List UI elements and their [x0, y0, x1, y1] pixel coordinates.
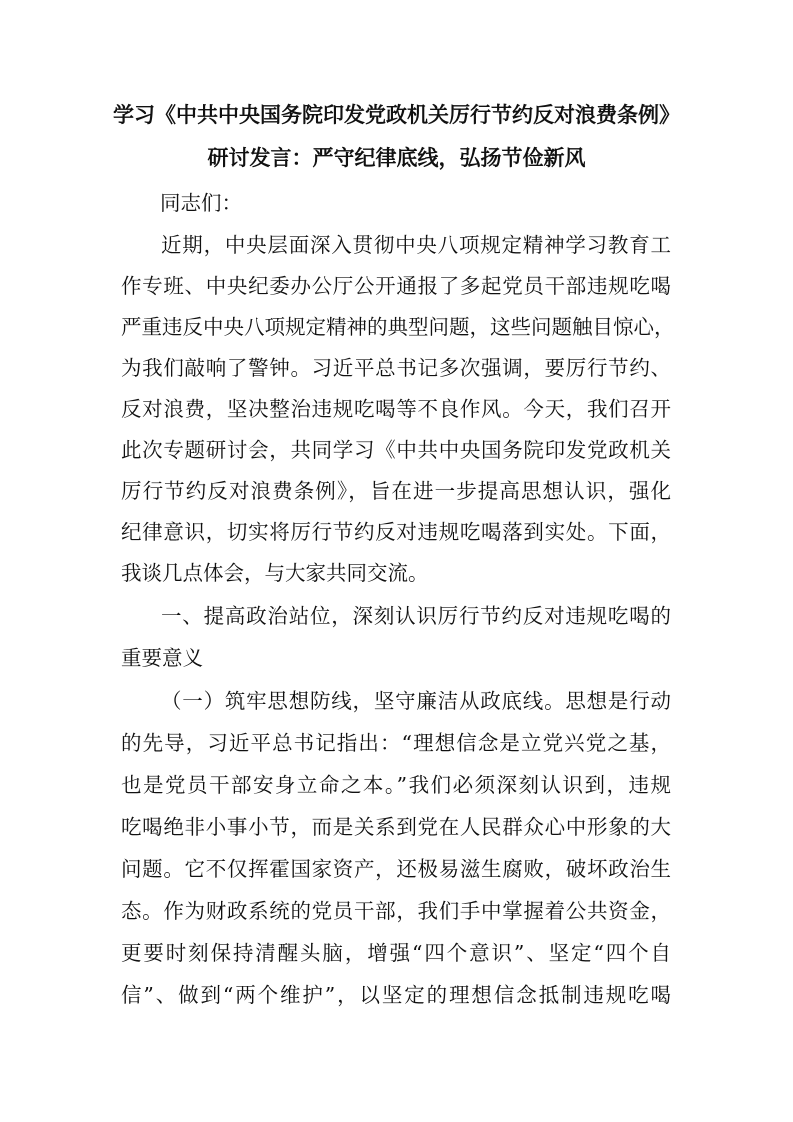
- paragraph-1-line: 近期，中央层面深入贯彻中央八项规定精神学习教育工: [161, 233, 671, 257]
- section-heading-line: 重要意义: [121, 646, 203, 670]
- paragraph-1-line: 纪律意识，切实将厉行节约反对违规吃喝落到实处。下面，: [121, 520, 671, 544]
- paragraph-2-line: 态。作为财政系统的党员干部，我们手中掌握着公共资金，: [121, 899, 671, 923]
- document-title-line-2: 研讨发言：严守纪律底线，弘扬节俭新风: [207, 145, 586, 170]
- paragraph-2-line: （一）筑牢思想防线，坚守廉洁从政底线。思想是行动: [161, 689, 671, 713]
- paragraph-2-line: 吃喝绝非小事小节，而是关系到党在人民群众心中形象的大: [121, 815, 671, 839]
- paragraph-2-line: 信”、做到“两个维护”，以坚定的理想信念抵制违规吃喝: [121, 983, 671, 1007]
- paragraph-1-line: 严重违反中央八项规定精神的典型问题，这些问题触目惊心，: [121, 315, 675, 339]
- paragraph-2-line: 问题。它不仅挥霍国家资产，还极易滋生腐败，破坏政治生: [121, 857, 671, 881]
- section-heading-line: 一、提高政治站位，深刻认识厉行节约反对违规吃喝的: [161, 604, 671, 628]
- paragraph-1-line: 为我们敲响了警钟。习近平总书记多次强调，要厉行节约、: [121, 356, 671, 380]
- salutation: 同志们：: [160, 191, 242, 215]
- paragraph-1-line: 此次专题研讨会，共同学习《中共中央国务院印发党政机关: [121, 438, 671, 462]
- paragraph-1-line: 作专班、中央纪委办公厅公开通报了多起党员干部违规吃喝: [121, 274, 671, 298]
- paragraph-1-line: 反对浪费，坚决整治违规吃喝等不良作风。今天，我们召开: [121, 397, 671, 421]
- paragraph-2-line: 也是党员干部安身立命之本。”我们必须深刻认识到，违规: [121, 773, 671, 797]
- paragraph-2-line: 的先导，习近平总书记指出：“理想信念是立党兴党之基，: [121, 731, 671, 755]
- paragraph-1-line: 厉行节约反对浪费条例》，旨在进一步提高思想认识，强化: [121, 479, 671, 503]
- document-title-line-1: 学习《中共中央国务院印发党政机关厉行节约反对浪费条例》: [113, 102, 680, 127]
- paragraph-2-line: 更要时刻保持清醒头脑，增强“四个意识”、坚定“四个自: [121, 941, 671, 965]
- paragraph-1-line: 我谈几点体会，与大家共同交流。: [121, 561, 429, 585]
